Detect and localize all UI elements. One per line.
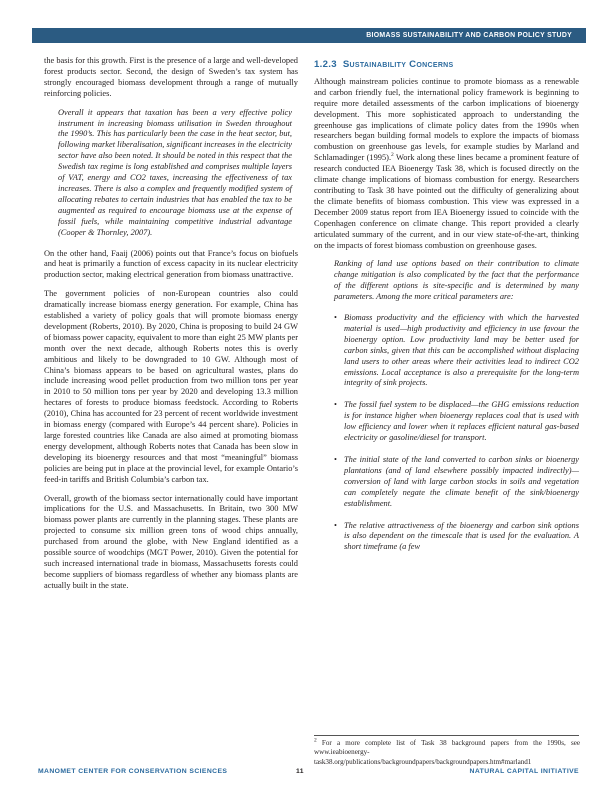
left-paragraph-4: Overall, growth of the biomass sector internationally could have important implications for the U.S. and Massachusetts. In Britain, two 300 MW biomass power plants are currently in the planning stages. These plants are projected to consume six million green tons of wood chips annually, purchased from around the globe, with New England identified as a possible source of woodchips (MGT Power, 2010). Given the potential for such increased international trade in biomass, Massachusetts forests could become suppliers of biomass regardless of whether any biomass plants are actually built in the state. (44, 493, 298, 590)
left-column (44, 56, 298, 600)
list-item-text: The relative attractiveness of the bioenergy and carbon sink options is also dependent on the timescale that is used for the evaluation. A short timeframe (a few (344, 520, 579, 552)
right-paragraph-1 (314, 77, 579, 252)
footnote-divider (314, 735, 579, 736)
list-item (334, 400, 579, 444)
footer-organization: MANOMET CENTER FOR CONSERVATION SCIENCES (38, 768, 228, 775)
right-column (314, 56, 579, 564)
running-header-title: BIOMASS SUSTAINABILITY AND CARBON POLICY STUDY (366, 32, 572, 39)
bullet-icon: • (334, 455, 337, 464)
section-number: 1.2.3 (314, 59, 337, 70)
footnote-reference[interactable]: 2 (391, 152, 394, 159)
page-number: 11 (296, 768, 304, 775)
footnote-text[interactable]: For a more complete list of Task 38 background papers from the 1990s, see www.ieabioenergy-task38.org/publications/backgroundpapers/backgroundpapers.htm#marland1 (314, 739, 580, 766)
list-item-text: Biomass productivity and the efficiency with which the harvested material is used—high productivity and efficiency in use favour the bioenergy option. Low productivity land may be better used for carbon sinks, given that this can be accomplished without displacing land users to other areas where their activities lead to indirect CO2 emissions. Local acceptance is also a prerequisite for the long-term integrity of sink projects. (344, 313, 579, 388)
footnote (314, 739, 580, 767)
block-quote-sweden: Overall it appears that taxation has been a very effective policy instrument in increasing biomass utilisation in Sweden throughout the 1990’s. This has particularly been the case in the heat sector, but, following market liberalisation, significant increases in the electricity sector have also been noted. It should be noted in this respect that the Swedish tax regime is long established and comprises multiple layers of VAT, energy and CO2 taxes, increasing the effectiveness of tax increases. There is also a complex and frequently modified system of allocating rebates to certain industries that has enabled the tax to be augmented as required to encourage biomass use at the expense of fossil fuels, while maintaining competitive industrial advantage (Cooper & Thornley, 2007). (58, 107, 292, 237)
footer-initiative: NATURAL CAPITAL INITIATIVE (469, 768, 579, 775)
left-paragraph-3: The government policies of non-European countries also could dramatically increase biomass energy generation. For example, China has established a variety of policy goals that will promote biomass energy development (Roberts, 2010). By 2020, China is proposing to build 24 GW of biomass power capacity, equivalent to more than eight 25 MW plants per month over the next decade, although Roberts notes this is overly ambitious and likely to be downgraded to 10 GW. Although most of China’s biomass appears to be based on agricultural wastes, plans do include increasing wood pellet production from two million tons per year in 2010 to 50 million tons per year by 2020 and developing 13.3 million hectares of forests to produce biomass feedstock. According to Roberts (2010), China has accounted for 23 percent of recent worldwide investment in biomass energy (compared with Europe’s 44 percent share). Policies in large forested countries like Canada are also aimed at promoting biomass energy development, although Roberts notes that Canada has been slow in developing its bioenergy resources and that most “meaningful” biomass policies are being put in place at the provincial level, for example Ontario’s feed-in tariffs and British Columbia’s carbon tax. (44, 289, 298, 484)
section-title: Sustainability Concerns (342, 59, 454, 70)
list-item-text: The initial state of the land converted to carbon sinks or bioenergy plantations (and of land elsewhere possibly impacted indirectly)—conversion of land with large carbon stocks in soils and vegetation can completely negate the climate benefit of the sink/bioenergy establishment. (344, 455, 579, 508)
list-item (334, 313, 579, 389)
block-quote-iea (334, 259, 579, 553)
list-item-text: The fossil fuel system to be displaced—the GHG emissions reduction is for instance higher when bioenergy replaces coal that is used with low efficiency and lower when it replaces efficient natural gas-based electricity or gasoline/diesel for transport. (344, 400, 579, 443)
right-paragraph-1-text: Although mainstream policies continue to promote biomass as a renewable and carbon friendly fuel, the international policy framework is beginning to require more detailed assessments of the carbon implications of bioenergy development. This more sophisticated approach to understanding the greenhouse gas implications of climate policy dates from the 1990s when researchers began building formal models to explore the impacts of biomass combustion on greenhouse gas levels, for example studies by Marland and Schlamadinger (1995). (314, 76, 579, 163)
left-paragraph-1: the basis for this growth. First is the presence of a large and well-developed forest products sector. Second, the design of Sweden’s tax system has strongly encouraged biomass development through a range of mutually reinforcing policies. (44, 56, 298, 98)
section-heading (314, 60, 579, 71)
footnote-number: 2 (314, 737, 317, 744)
quote-intro: Ranking of land use options based on their contribution to climate change mitigation is also complicated by the fact that the performance of the different options is site-specific and is determined by many parameters. Among the more critical parameters are: (334, 259, 579, 302)
bullet-icon: • (334, 313, 337, 323)
parameter-list (334, 313, 579, 553)
bullet-icon: • (334, 520, 337, 530)
list-item (334, 455, 579, 510)
right-paragraph-1-continued: Work along these lines became a prominent feature of research conducted IEA Bioenergy Task 38, which is focused directly on the climate change implications of biomass combustion for energy. Researchers contributing to Task 38 have pointed out the difficulty of generalizing about the climate benefits of biomass combustion. This view was expressed in a December 2009 status report from IEA Bioenergy issued to coincide with the Copenhagen conference on climate change. This report provided a clearly articulated summary of the current, and in our view state-of-the-art, thinking on the impacts of forest biomass combustion on greenhouse gases. (314, 153, 580, 250)
bullet-icon: • (334, 400, 337, 410)
list-item (334, 521, 579, 554)
left-paragraph-2: On the other hand, Faaij (2006) points out that France’s focus on biofuels and heat is primarily a function of excess capacity in its nuclear electricity production sector, making electrical generation from biomass unattractive. (44, 248, 298, 280)
running-header (32, 28, 586, 43)
